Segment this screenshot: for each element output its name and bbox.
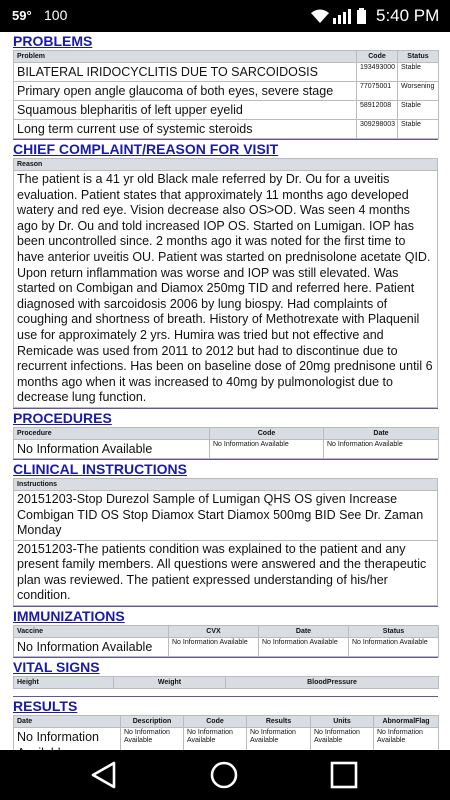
date-cell: No Information Available bbox=[324, 439, 439, 458]
column-header: CVX bbox=[169, 626, 259, 638]
status-cell: Stable bbox=[398, 63, 439, 82]
procedures-heading[interactable]: PROCEDURES bbox=[13, 408, 438, 427]
status-cell: No Information Available bbox=[349, 638, 439, 657]
battery-level: 100 bbox=[44, 7, 68, 23]
cvx-cell: No Information Available bbox=[169, 638, 259, 657]
column-header: Results bbox=[247, 716, 311, 728]
problem-cell: Squamous blepharitis of left upper eyelid bbox=[14, 101, 357, 120]
instructions-table bbox=[13, 478, 438, 606]
column-header: Description bbox=[121, 716, 184, 728]
results-cell: No Information Available bbox=[247, 728, 311, 763]
date-cell: No Information Available bbox=[259, 638, 349, 657]
column-header: Code bbox=[184, 716, 247, 728]
column-header: Date bbox=[14, 716, 121, 728]
column-header: Units bbox=[311, 716, 374, 728]
clock: 5:40 PM bbox=[376, 6, 440, 25]
table-row bbox=[14, 101, 439, 120]
column-header: Status bbox=[349, 626, 439, 638]
table-row bbox=[14, 82, 439, 101]
status-bar bbox=[0, 0, 450, 32]
problem-cell: BILATERAL IRIDOCYCLITIS DUE TO SARCOIDOSIS bbox=[14, 63, 357, 82]
problems-table bbox=[13, 50, 439, 139]
procedures-table bbox=[13, 427, 439, 459]
code-cell: No Information Available bbox=[210, 439, 324, 458]
problems-heading[interactable]: PROBLEMS bbox=[13, 33, 93, 49]
vaccine-cell: No Information Available bbox=[14, 638, 169, 657]
vital-signs-heading[interactable]: VITAL SIGNS bbox=[13, 657, 438, 676]
column-header: Code bbox=[357, 51, 398, 63]
column-header: Procedure bbox=[14, 427, 210, 439]
column-header: Height bbox=[14, 677, 114, 689]
date-cell: No Information bbox=[14, 728, 121, 763]
table-row bbox=[14, 171, 438, 408]
results-heading[interactable]: RESULTS bbox=[13, 696, 438, 715]
code-cell: 77075001 bbox=[357, 82, 398, 101]
table-header-row bbox=[14, 626, 439, 638]
instruction-text: 20151203-The patients condition was explained to the patient and any present family members. All questions were answered and the therapeutic plan was reviewed. The patient expressed understanding of his/her condition. bbox=[14, 540, 438, 605]
table-row bbox=[14, 63, 439, 82]
problem-cell: Primary open angle glaucoma of both eyes, severe stage bbox=[14, 82, 357, 101]
home-icon[interactable] bbox=[207, 758, 241, 792]
table-header-row bbox=[14, 677, 439, 689]
column-header: Vaccine bbox=[14, 626, 169, 638]
table-row bbox=[14, 439, 439, 458]
description-cell: No Information Available bbox=[121, 728, 184, 763]
back-icon[interactable] bbox=[88, 758, 122, 792]
reason-table bbox=[13, 158, 438, 408]
recent-apps-icon[interactable] bbox=[327, 758, 361, 792]
column-header: BloodPressure bbox=[226, 677, 439, 689]
table-header-row bbox=[14, 478, 438, 490]
code-cell: 193493000 bbox=[357, 63, 398, 82]
procedure-cell: No Information Available bbox=[14, 439, 210, 458]
immunizations-heading[interactable]: IMMUNIZATIONS bbox=[13, 606, 438, 625]
instruction-text: 20151203-Stop Durezol Sample of Lumigan QHS OS given Increase Combigan TID OS Stop Diamox Start Diamox 500mg BID See Dr. Zaman Monday bbox=[14, 490, 438, 540]
immunizations-table bbox=[13, 625, 439, 657]
vital-signs-table bbox=[13, 676, 439, 689]
code-cell: 58912008 bbox=[357, 101, 398, 120]
table-header-row bbox=[14, 427, 439, 439]
table-row bbox=[14, 490, 438, 540]
code-cell: No Information Available bbox=[184, 728, 247, 763]
column-header: Reason bbox=[14, 159, 438, 171]
chief-complaint-heading[interactable]: CHIEF COMPLAINT/REASON FOR VISIT bbox=[13, 139, 438, 158]
column-header: Code bbox=[210, 427, 324, 439]
status-cell: Stable bbox=[398, 120, 439, 139]
status-cell: Worsening bbox=[398, 82, 439, 101]
column-header: Instructions bbox=[14, 478, 438, 490]
table-row bbox=[14, 540, 438, 605]
column-header: Weight bbox=[114, 677, 226, 689]
table-row bbox=[14, 120, 439, 139]
column-header: AbnormalFlag bbox=[374, 716, 439, 728]
code-cell: 309298003 bbox=[357, 120, 398, 139]
wifi-signal-battery-icon bbox=[311, 7, 371, 25]
column-header: Date bbox=[259, 626, 349, 638]
table-header-row bbox=[14, 51, 439, 63]
table-row bbox=[14, 638, 439, 657]
units-cell: No Information Available bbox=[311, 728, 374, 763]
temperature-indicator: 59° bbox=[12, 8, 32, 23]
column-header: Status bbox=[398, 51, 439, 63]
column-header: Problem bbox=[14, 51, 357, 63]
table-header-row bbox=[14, 716, 439, 728]
problem-cell: Long term current use of systemic steroids bbox=[14, 120, 357, 139]
abnormal-flag-cell: No Information Available bbox=[374, 728, 439, 763]
column-header: Date bbox=[324, 427, 439, 439]
clinical-instructions-heading[interactable]: CLINICAL INSTRUCTIONS bbox=[13, 459, 438, 478]
table-header-row bbox=[14, 159, 438, 171]
status-cell: Stable bbox=[398, 101, 439, 120]
navigation-bar bbox=[0, 750, 450, 800]
reason-text: The patient is a 41 yr old Black male referred by Dr. Ou for a uveitis evaluation. Patient states that approximately 11 months ago developed watery and red eye. Vision decrease also OS>OD. Was seen 4 months ago by Dr. Ou and told increased IOP OS. Started on Lumigan. IOP has been uncontrolled since. 2 months ago it was noted for the first time to have anterior uveitis OU. Patient was started on prednisolone acetate QID. Upon return inflammation was worse and IOP was still elevated. Was started on Combigan and Diamox 250mg TID and referred here. Patient diagnosed with sarcoidosis 2006 by lung biospy. Had complaints of coughing and shortness of breath. History of Methotrexate with Plaquenil use for approximately 2 yrs. Humira was tried but not effective and Remicade was used from 2011 to 2012 but had to discontinue due to recurrent infections. Has been on baseline dose of 20mg prednisone until 6 months ago when it was increased to 40mg by pulmonologist due to decrease lung function. bbox=[14, 171, 438, 408]
document-view[interactable] bbox=[0, 32, 450, 750]
